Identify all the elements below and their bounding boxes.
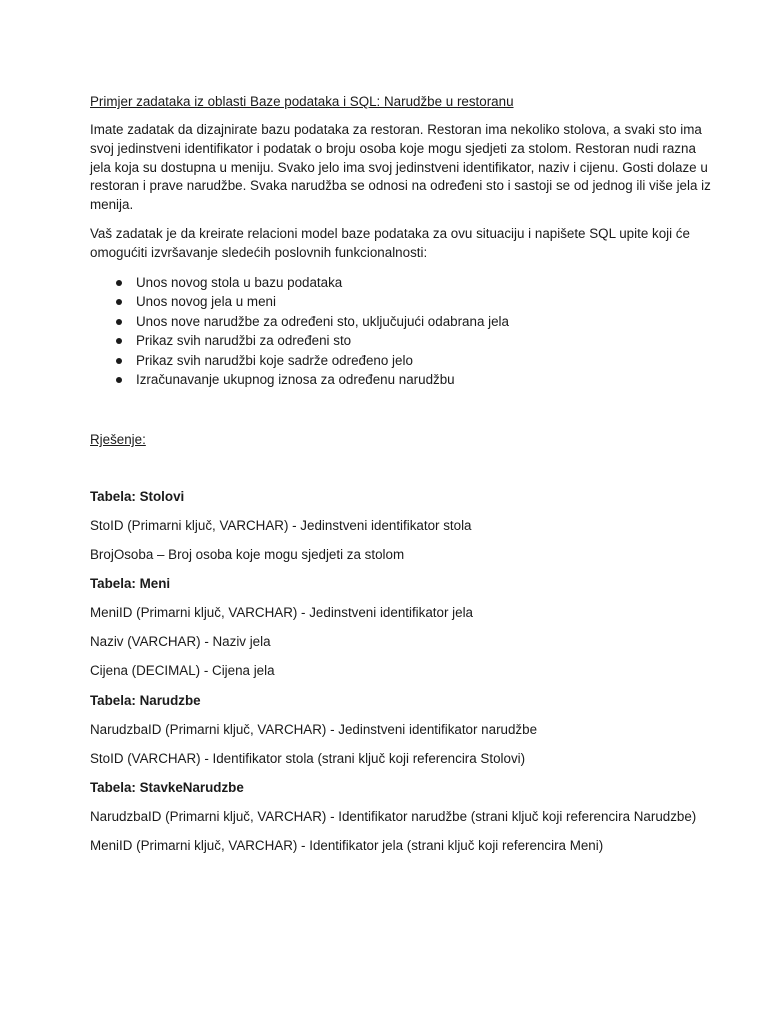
task-paragraph xyxy=(90,225,690,263)
table-field: StoID (Primarni ključ, VARCHAR) - Jedinstveni identifikator stola xyxy=(90,518,472,533)
bullet-icon xyxy=(116,358,122,364)
list-item-text: Unos nove narudžbe za određeni sto, uključujući odabrana jela xyxy=(136,313,509,329)
document-title: Primjer zadataka iz oblasti Baze podataka i SQL: Narudžbe u restoranu xyxy=(90,94,514,109)
table-heading-narudzbe: Tabela: Narudzbe xyxy=(90,693,201,708)
table-field: MeniID (Primarni ključ, VARCHAR) - Identifikator jela (strani ključ koji referencira Meni) xyxy=(90,838,604,853)
list-item-text: Prikaz svih narudžbi koje sadrže određeno jelo xyxy=(136,352,413,368)
table-heading-stolovi: Tabela: Stolovi xyxy=(90,489,185,504)
bullet-icon xyxy=(116,338,122,344)
list-item-text: Izračunavanje ukupnog iznosa za određenu narudžbu xyxy=(136,372,455,388)
intro-line: Imate zadatak da dizajnirate bazu podataka za restoran. Restoran ima nekoliko stolova, a svaki sto ima xyxy=(90,122,702,137)
list-item-text: Prikaz svih narudžbi za određeni sto xyxy=(136,333,352,349)
list-item xyxy=(90,370,509,389)
intro-line: restoran i prave narudžbe. Svaka narudžba se odnosi na određeni sto i sastoji se od jednog ili više jela iz xyxy=(90,178,711,194)
list-item-text: Unos novog jela u meni xyxy=(136,294,276,310)
intro-line: jela koja su dostupna u meniju. Svako jelo ima svoj jedinstveni identifikator, naziv i cijenu. Gosti dolaze u xyxy=(90,159,708,175)
task-line: Vaš zadatak je da kreirate relacioni model baze podataka za ovu situaciju i napišete SQL upite koji će xyxy=(90,226,690,241)
intro-paragraph xyxy=(90,121,711,215)
intro-line: menija. xyxy=(90,197,134,213)
list-item xyxy=(90,351,509,370)
table-field: MeniID (Primarni ključ, VARCHAR) - Jedinstveni identifikator jela xyxy=(90,605,473,620)
table-heading-stavke: Tabela: StavkeNarudzbe xyxy=(90,780,244,795)
list-item xyxy=(90,312,509,331)
table-field: NarudzbaID (Primarni ključ, VARCHAR) - Jedinstveni identifikator narudžbe xyxy=(90,722,538,737)
list-item-text: Unos novog stola u bazu podataka xyxy=(136,275,343,290)
bullet-icon xyxy=(116,299,122,305)
table-field: Cijena (DECIMAL) - Cijena jela xyxy=(90,663,275,678)
table-field: BrojOsoba – Broj osoba koje mogu sjedjeti za stolom xyxy=(90,547,405,562)
list-item xyxy=(90,292,509,311)
table-heading-meni: Tabela: Meni xyxy=(90,576,171,591)
task-line: omogućiti izvršavanje sledećih poslovnih funkcionalnosti: xyxy=(90,244,428,260)
bullet-icon xyxy=(116,280,122,286)
table-field: NarudzbaID (Primarni ključ, VARCHAR) - Identifikator narudžbe (strani ključ koji referencira Narudzbe) xyxy=(90,809,697,824)
bullet-icon xyxy=(116,377,122,383)
list-item xyxy=(90,273,509,292)
table-field: Naziv (VARCHAR) - Naziv jela xyxy=(90,634,271,649)
solution-heading: Rješenje: xyxy=(90,432,146,447)
requirements-list xyxy=(90,273,509,389)
table-field: StoID (VARCHAR) - Identifikator stola (strani ključ koji referencira Stolovi) xyxy=(90,751,526,766)
bullet-icon xyxy=(116,319,122,325)
list-item xyxy=(90,331,509,350)
intro-line: svoj jedinstveni identifikator i podatak o broju osoba koje mogu sjedjeti za stolom. Restoran nudi razna xyxy=(90,140,696,156)
